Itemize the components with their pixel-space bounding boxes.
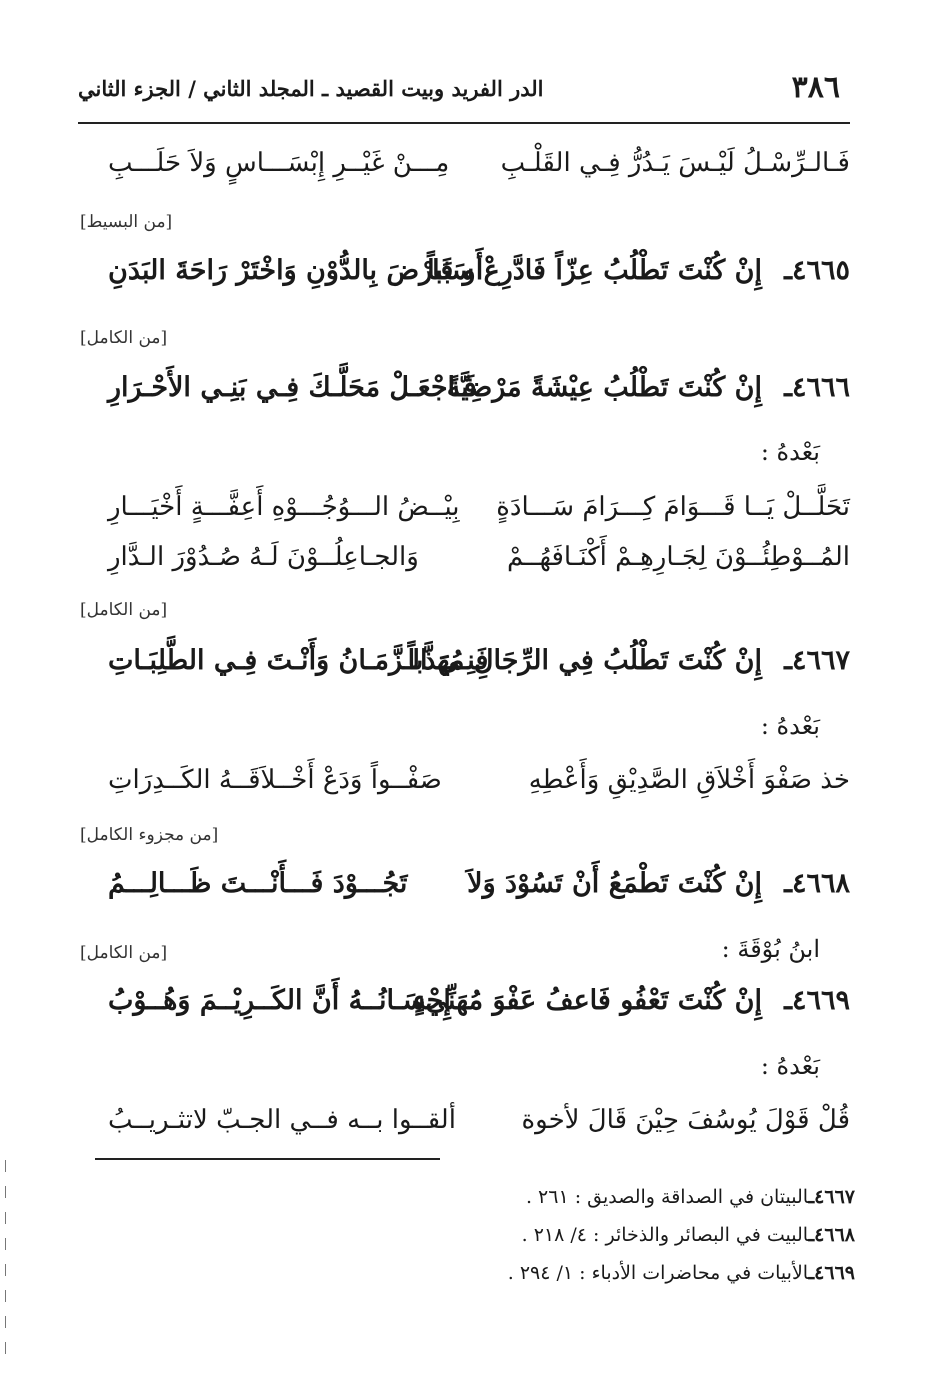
verse-line [78, 542, 850, 592]
meter-label: [من الكامل] [80, 600, 168, 620]
footnote-text: البيتان في الصداقة والصديق : ٢٦١ . [525, 1186, 809, 1208]
verse-first-hemistich: إِنْ كُنْتَ تَطْلُبُ فِي الرِّجَالِ مُهَذَّباً [407, 645, 762, 676]
verse-line [78, 372, 850, 422]
verse-line [78, 1105, 850, 1155]
scan-edge-marks [2, 1160, 6, 1375]
verse-line [78, 148, 850, 198]
running-title: الدر الفريد وبيت القصيد ـ المجلد الثاني / الجزء الثاني [78, 76, 544, 101]
verse-first-hemistich: قُلْ قَوْلَ يُوسُفَ حِيْنَ قَالَ لأخوة [521, 1105, 850, 1135]
verse-second-hemistich: تَجُـــوْدَ فَـــأَنْـــتَ ظَـــالِـــمُ [108, 868, 408, 899]
footnote-rule [95, 1158, 440, 1160]
verse-second-hemistich: وَالجـاعِلُــوْنَ لَـهُ صُـدُوْرَ الـدَّارِ [108, 542, 419, 572]
verse-first-hemistich: المُــوْطِئُــوْنَ لِجَـارِهِـمْ أَكْنَـافَهُــمْ [506, 542, 850, 572]
verse-first-hemistich: إِنْ كُنْتَ تَطْلُبُ عِيْشَةً مَرْضِيَّةً [446, 372, 762, 403]
verse-first-hemistich: إِنْ كُنْتَ تَطْمَعُ أَنْ تَسُوْدَ وَلاَ [467, 868, 762, 899]
footnote-number: ٤٦٦٩ـ [808, 1262, 855, 1284]
verse-second-hemistich: إِحْسَـانُــهُ أَنَّ الكَــرِيْــمَ وَهُــوْبُ [108, 985, 451, 1016]
page-number: ٣٨٦ [791, 70, 840, 105]
verse-line [78, 985, 850, 1035]
verse-number: ٤٦٦٨ـ [784, 868, 850, 899]
footnote [522, 1224, 855, 1246]
verse-second-hemistich: ألقــوا بــه فــي الجـبّ لاتثـريــبُ [108, 1105, 456, 1135]
intro-label: بَعْدهُ : [760, 438, 820, 466]
page-header [78, 70, 840, 118]
verse-second-hemistich: أَو فَارْضَ بِالدُّوْنِ وَاخْتَرْ رَاحَةَ البَدَنِ [108, 255, 484, 286]
footnote-text: البيت في البصائر والذخائر : ٤/ ٢١٨ . [521, 1224, 809, 1246]
verse-line [78, 492, 850, 542]
verse-first-hemistich: فَـالـرِّسْـلُ لَيْـسَ يَـدُرُّ فِـي القَلْـبِ [500, 148, 850, 178]
intro-label: بَعْدهُ : [760, 1052, 820, 1080]
verse-second-hemistich: مِـــنْ غَيْــرِ إِبْسَـــاسٍ وَلاَ حَلَـــبِ [108, 148, 450, 178]
intro-label: بَعْدهُ : [760, 712, 820, 740]
verse-number: ٤٦٦٥ـ [784, 255, 850, 286]
verse-line [78, 255, 850, 305]
verse-first-hemistich: خذ صَفْوَ أَخْلاَقِ الصَّدِيْقِ وَأَعْطِهِ [528, 765, 850, 795]
verse-line [78, 645, 850, 695]
intro-label: ابنُ بُوْقَةَ : [721, 935, 820, 963]
header-rule [78, 122, 850, 124]
meter-label: [من البسيط] [80, 212, 173, 232]
verse-second-hemistich: بِيْــضُ الـــوُجُـــوْهِ أَعِفَّـــةٍ أَخْيَـــارِ [108, 492, 460, 522]
footnote [508, 1262, 855, 1284]
verse-second-hemistich: فَـاجْعَـلْ مَحَلَّـكَ فِـي بَنِـي الأَحْـرَارِ [108, 372, 477, 403]
meter-label: [من مجزوء الكامل] [80, 825, 219, 845]
verse-number: ٤٦٦٩ـ [784, 985, 850, 1016]
verse-line [78, 765, 850, 815]
verse-second-hemistich: فَنِـيَ الـزَّمَـانُ وَأَنْـتَ فِـي الطَّلِبَـاتِ [108, 645, 489, 676]
footnote [526, 1186, 855, 1208]
verse-second-hemistich: صَفْــواً وَدَعْ أَخْــلاَقَــهُ الكَــدِرَاتِ [108, 765, 442, 795]
verse-first-hemistich: تَحَلَّــلْ يَــا قَـــوَامَ كِـــرَامَ سَـــادَةٍ [496, 492, 850, 522]
verse-first-hemistich: إِنْ كُنْتَ تَطْلُبُ عِزّاً فَادَّرِعْ سَبَباً [427, 255, 762, 286]
footnote-number: ٤٦٦٧ـ [808, 1186, 855, 1208]
footnote-text: الأبيات في محاضرات الأدباء : ١/ ٢٩٤ . [507, 1262, 809, 1284]
footnote-number: ٤٦٦٨ـ [808, 1224, 855, 1246]
verse-line [78, 868, 850, 918]
verse-first-hemistich: إِنْ كُنْتَ تَعْفُو فَاعفُ عَفْوَ مُهَنِّيءٍ [412, 985, 762, 1016]
verse-number: ٤٦٦٧ـ [784, 645, 850, 676]
meter-label: [من الكامل] [80, 943, 168, 963]
meter-label: [من الكامل] [80, 328, 168, 348]
verse-number: ٤٦٦٦ـ [784, 372, 850, 403]
